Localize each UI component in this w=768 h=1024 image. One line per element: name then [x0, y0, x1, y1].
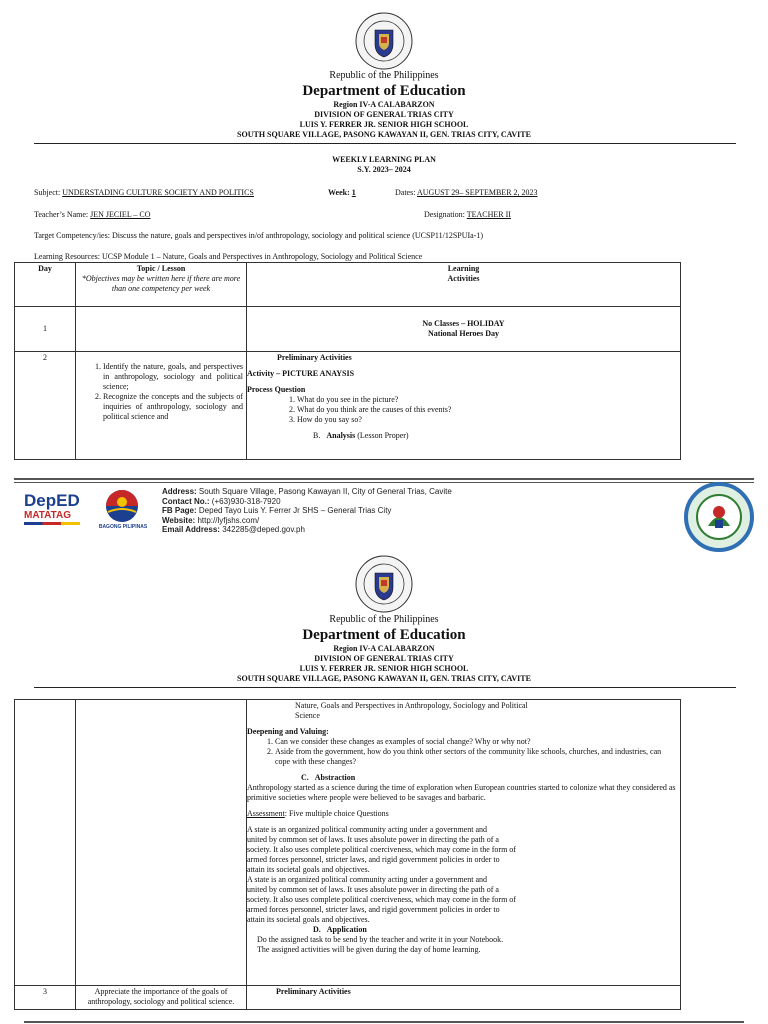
application-heading: Application [326, 925, 367, 934]
assessment-label: Assessment [247, 809, 285, 818]
subject-line [34, 188, 254, 198]
fb-label: FB Page: [162, 506, 197, 516]
cont-line-2: Science [295, 711, 320, 720]
header-topic: Topic / Lesson [136, 264, 186, 273]
heroes-day-line: National Heroes Day [428, 329, 499, 338]
deepening-item: 1. Can we consider these changes as examples of social change? Why or why not? [275, 737, 677, 747]
header-learning-cell [247, 263, 681, 307]
process-question-heading: Process Question [247, 385, 306, 394]
application-letter: D. [313, 925, 321, 934]
division-line: DIVISION OF GENERAL TRIAS CITY [314, 110, 454, 119]
school-seal-icon [684, 482, 754, 552]
abstraction-letter: C. [301, 773, 309, 782]
header-activities: Activities [447, 274, 480, 283]
teacher-value: JEN JECIEL – CO [90, 210, 151, 219]
row3-day-cell [15, 986, 76, 1010]
week-label: Week: [328, 188, 350, 197]
row2-activity-cell [247, 352, 681, 460]
cont-activity-cell [247, 700, 681, 986]
objective-item: 1. Identify the nature, goals, and perspectives in anthropology, sociology and political science; [103, 362, 243, 392]
header-topic-note: *Objectives may be written here if there are more than one competency per week [81, 274, 241, 293]
bagong-pilipinas-text: BAGONG PILIPINAS [98, 524, 148, 530]
matatag-stripe [24, 522, 80, 525]
state-line: society. It also uses complete political coerciveness, which may come in the form of [247, 895, 516, 904]
teacher-line [34, 210, 151, 220]
footer-top-rule-2 [14, 482, 754, 483]
application-line [247, 925, 677, 935]
row3-prelim: Preliminary Activities [276, 987, 351, 996]
website-link[interactable]: http://lyfjshs.com/ [197, 515, 260, 525]
state-line: A state is an organized political community acting under a government and [247, 825, 488, 834]
row3-activity-cell [247, 986, 681, 1010]
header-rule-2 [34, 687, 736, 688]
row3-topic-cell [76, 986, 247, 1010]
fb-value[interactable]: Deped Tayo Luis Y. Ferrer Jr SHS – General Trias City [198, 506, 392, 516]
plan-table-1 [14, 262, 681, 460]
competency-line: Target Competency/ies: Discuss the nature, goals and perspectives in/of anthropology, sociology and political science (UCSP11/12SPUIa-1) [34, 231, 484, 240]
header-rule [34, 143, 736, 144]
row2-topic-cell [76, 352, 247, 460]
resources-line: Learning Resources: UCSP Module 1 – Nature, Goals and Perspectives in Anthropology, Sociology and Political Science [34, 252, 423, 261]
deepening-list [247, 737, 677, 767]
activity-name: PICTURE ANAYSIS [282, 369, 355, 378]
subject-value: UNDERSTADING CULTURE SOCIETY AND POLITICS [62, 188, 254, 197]
school-line-2: LUIS Y. FERRER JR. SENIOR HIGH SCHOOL [299, 664, 469, 673]
footer-fb [162, 506, 452, 516]
abstraction-text: Anthropology started as a science during the time of exploration when European countries started to colonize what they considered as primitive societies where people were believed to be savages and barbaric. [247, 783, 676, 802]
deepening-item: 2. Aside from the government, how do you think other sectors of the community like schools, churches, and industries, can cope with these changes? [275, 747, 677, 767]
subject-label: Subject: [34, 188, 61, 197]
state-line: united by common set of laws. It uses absolute power in directing the path of a [247, 835, 499, 844]
footer-contact-block [162, 487, 452, 535]
email-link[interactable]: 342285@deped.gov.ph [222, 525, 305, 535]
row1-day-cell [15, 307, 76, 352]
deepening-heading: Deepening and Valuing: [247, 727, 329, 736]
question-item: 2. What do you think are the causes of this events? [297, 405, 677, 415]
prelim-heading: Preliminary Activities [277, 353, 352, 362]
row1-activity-cell [247, 307, 681, 352]
dates-line [395, 188, 538, 198]
republic-line: Republic of the Philippines [329, 70, 439, 81]
footer-website [162, 516, 452, 526]
holiday-line: No Classes – HOLIDAY [422, 319, 505, 328]
week-value: 1 [351, 188, 356, 197]
deped-logo [24, 492, 86, 525]
application-text-2: The assigned activities will be given during the day of home learning. [257, 945, 481, 954]
teacher-label: Teacher’s Name: [34, 210, 89, 219]
application-text-1: Do the assigned task to be send by the teacher and write it in your Notebook. [257, 935, 504, 944]
process-question-list [247, 395, 677, 425]
header-day: Day [38, 264, 52, 273]
header-day-cell [15, 263, 76, 307]
cont-line-1: Nature, Goals and Perspectives in Anthropology, Sociology and Political [295, 701, 528, 710]
deped-wordmark: DepED [24, 491, 80, 510]
analysis-line [247, 431, 677, 441]
row3-day: 3 [43, 987, 47, 996]
address-line-2: SOUTH SQUARE VILLAGE, PASONG KAWAYAN II, GEN. TRIAS CITY, CAVITE [237, 674, 531, 683]
cont-day-cell [15, 700, 76, 986]
cont-topic-cell [76, 700, 247, 986]
plan-title: WEEKLY LEARNING PLAN [332, 155, 436, 164]
website-label: Website: [162, 515, 196, 525]
analysis-letter: B. [313, 431, 321, 440]
department-title: Department of Education [302, 83, 466, 99]
objective-item: 2. Recognize the concepts and the subjects of inquiries of anthropology, sociology and political science and [103, 392, 243, 422]
footer-address [162, 487, 452, 497]
state-line: armed forces personnel, stricter laws, and rigid government policies in order to [247, 905, 500, 914]
region-line-2: Region IV-A CALABARZON [333, 644, 435, 653]
bagong-pilipinas-logo-icon [92, 488, 152, 524]
assessment-line [247, 809, 677, 819]
email-label: Email Address: [162, 525, 220, 535]
division-line-2: DIVISION OF GENERAL TRIAS CITY [314, 654, 454, 663]
analysis-bold: Analysis [326, 431, 356, 440]
designation-label: Designation: [424, 210, 465, 219]
activity-prefix: Activity – [247, 369, 281, 378]
row1-day: 1 [43, 324, 47, 333]
designation-line [424, 210, 511, 220]
plan-table-2 [14, 699, 681, 1010]
assessment-rest: : Five multiple choice Questions [284, 809, 389, 818]
state-line: united by common set of laws. It uses absolute power in directing the path of a [247, 885, 499, 894]
school-line: LUIS Y. FERRER JR. SENIOR HIGH SCHOOL [299, 120, 469, 129]
objectives-list [79, 362, 243, 422]
state-line: society. It also uses complete political coerciveness, which may come in the form of [247, 845, 516, 854]
question-item: 1. What do you see in the picture? [297, 395, 677, 405]
state-line: A state is an organized political community acting under a government and [247, 875, 488, 884]
week-line [328, 188, 356, 198]
deped-seal-icon-2 [355, 555, 413, 613]
school-year: S.Y. 2023– 2024 [357, 165, 411, 174]
state-line: armed forces personnel, stricter laws, and rigid government policies in order to [247, 855, 500, 864]
region-line: Region IV-A CALABARZON [333, 100, 435, 109]
state-line: attain its societal goals and objectives. [247, 915, 370, 924]
state-paragraph-1 [247, 825, 677, 875]
footer-top-rule [14, 478, 754, 480]
header-topic-cell [76, 263, 247, 307]
state-line: attain its societal goals and objectives. [247, 865, 370, 874]
row1-topic-cell [76, 307, 247, 352]
republic-line-2: Republic of the Philippines [329, 614, 439, 625]
activity-line [247, 369, 677, 379]
address-label: Address: [162, 487, 197, 496]
question-item: 3. How do you say so? [297, 415, 677, 425]
row2-day: 2 [43, 353, 47, 362]
dates-label: Dates: [395, 188, 416, 197]
designation-value: TEACHER II [466, 210, 511, 219]
footer-email [162, 525, 452, 535]
address-line: SOUTH SQUARE VILLAGE, PASONG KAWAYAN II, GEN. TRIAS CITY, CAVITE [237, 130, 531, 139]
abstraction-heading: Abstraction [314, 773, 356, 782]
analysis-rest: (Lesson Proper) [357, 431, 409, 440]
matatag-wordmark: MATATAG [24, 510, 72, 521]
state-paragraph-2 [247, 875, 677, 925]
address-value: South Square Village, Pasong Kawayan II, City of General Trias, Cavite [198, 487, 452, 496]
dates-value: AUGUST 29– SEPTEMBER 2, 2023 [417, 188, 538, 197]
department-title-2: Department of Education [302, 627, 466, 643]
header-learning: Learning [447, 264, 480, 273]
abstraction-line [247, 773, 677, 783]
deped-seal-icon [355, 12, 413, 70]
contact-label: Contact No.: [162, 496, 210, 506]
footer-contact [162, 497, 452, 507]
row3-topic: Appreciate the importance of the goals of anthropology, sociology and political science. [87, 987, 235, 1006]
bottom-rule [24, 1021, 744, 1023]
contact-value: (+63)930-318-7920 [211, 496, 281, 506]
row2-day-cell [15, 352, 76, 460]
